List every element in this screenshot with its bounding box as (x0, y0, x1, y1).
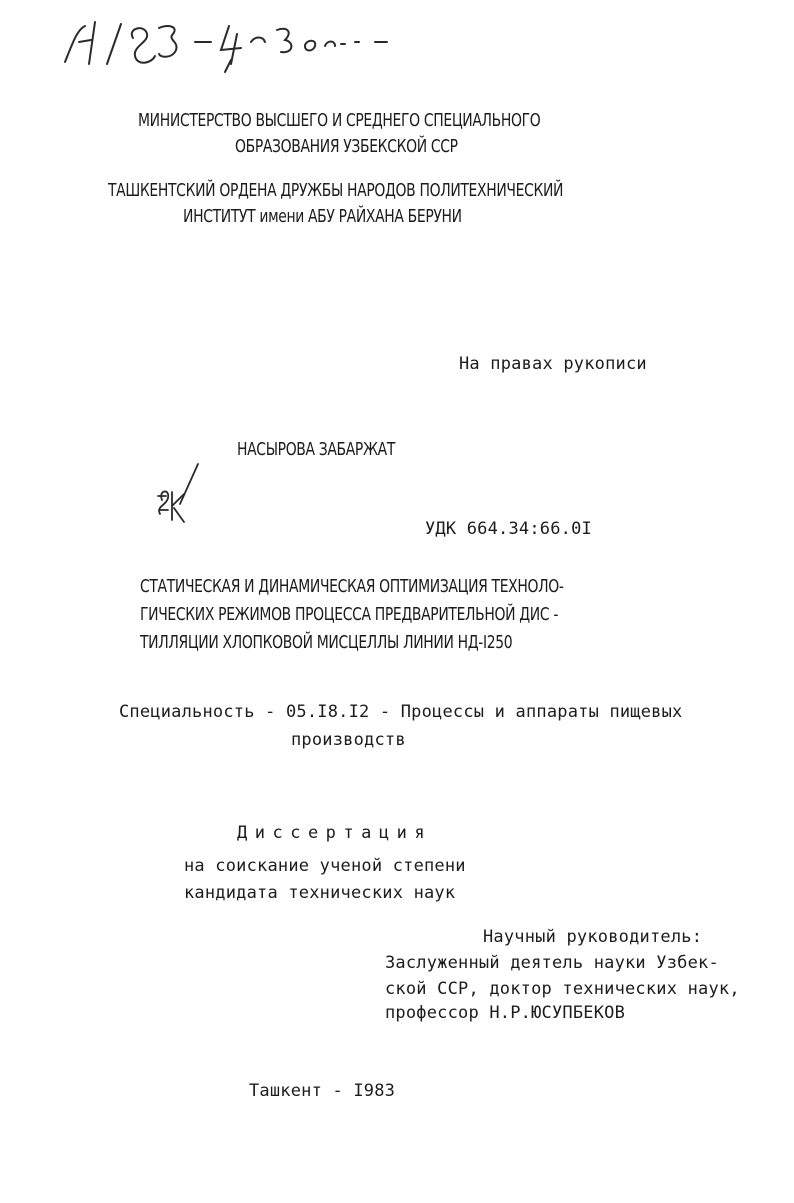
title-line-1: СТАТИЧЕСКАЯ И ДИНАМИЧЕСКАЯ ОПТИМИЗАЦИЯ ТЕХНОЛО- (140, 576, 564, 597)
institute-line-2: ИНСТИТУТ имени АБУ РАЙХАНА БЕРУНИ (183, 206, 462, 227)
supervisor-line-1: Заслуженный деятель науки Узбек- (385, 953, 719, 973)
title-line-2: ГИЧЕСКИХ РЕЖИМОВ ПРОЦЕССА ПРЕДВАРИТЕЛЬНОЙ ДИС - (140, 604, 559, 625)
dissertation-heading: Диссертация (237, 823, 433, 843)
specialty-line-1: Специальность - 05.I8.I2 - Процессы и аппараты пищевых (119, 702, 683, 722)
supervisor-line-2: ской ССР, доктор технических наук, (385, 979, 740, 999)
supervisor-heading: Научный руководитель: (483, 927, 703, 947)
author-name: НАСЫРОВА ЗАБАРЖАТ (237, 439, 395, 460)
ministry-line-2: ОБРАЗОВАНИЯ УЗБЕКСКОЙ ССР (235, 136, 458, 157)
udc-code: УДК 664.34:66.0I (425, 519, 592, 539)
dissertation-line-1: на соискание ученой степени (184, 856, 466, 876)
supervisor-line-3: профессор Н.Р.ЮСУПБЕКОВ (385, 1003, 626, 1023)
title-line-3: ТИЛЛЯЦИИ ХЛОПКОВОЙ МИСЦЕЛЛЫ ЛИНИИ НД-I250 (140, 632, 513, 653)
institute-line-1: ТАШКЕНТСКИЙ ОРДЕНА ДРУЖБЫ НАРОДОВ ПОЛИТЕХНИЧЕСКИЙ (108, 180, 564, 201)
specialty-line-2: производств (291, 730, 406, 750)
handwritten-archive-note (55, 12, 425, 82)
ministry-line-1: МИНИСТЕРСТВО ВЫСШЕГО И СРЕДНЕГО СПЕЦИАЛЬНОГО (138, 110, 541, 131)
city-year: Ташкент - I983 (249, 1081, 396, 1101)
dissertation-line-2: кандидата технических наук (184, 883, 456, 903)
handwritten-signature (150, 460, 210, 530)
manuscript-rights: На правах рукописи (459, 354, 647, 374)
